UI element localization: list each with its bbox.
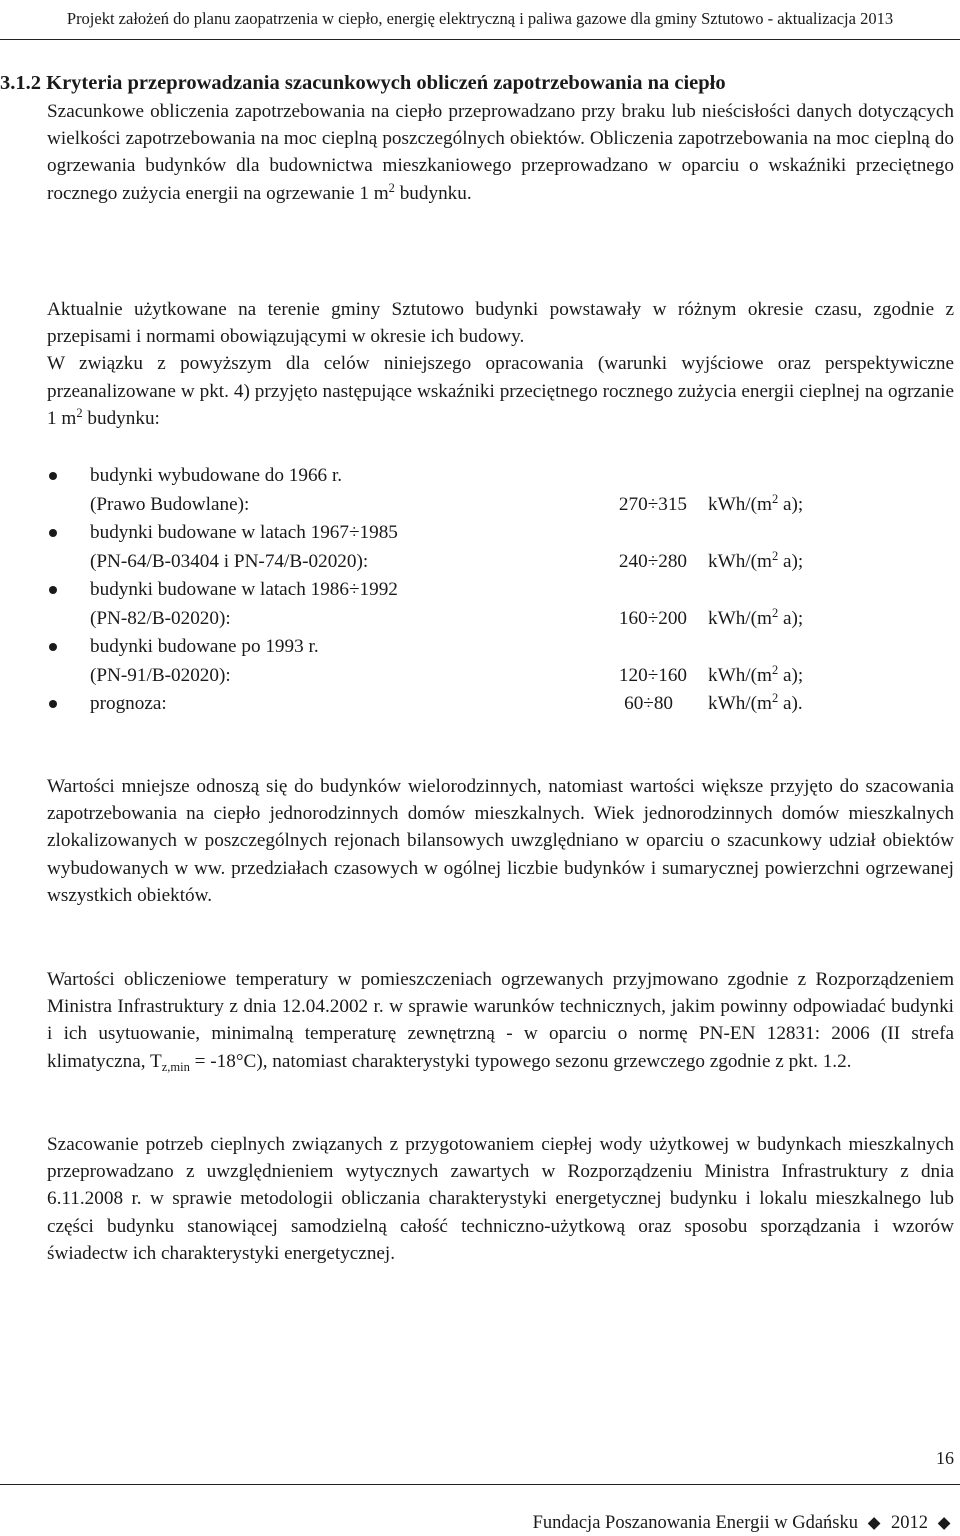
subscript-zmin: z,min — [161, 1059, 190, 1074]
bullet-icon — [49, 586, 57, 594]
indicator-norm: (PN-91/B-02020): — [90, 664, 231, 686]
paragraph-hot-water-text: Szacowanie potrzeb cieplnych związanych z przygotowaniem ciepłej wody użytkowej w budynkach mieszkalnych przeprowadzano z uwzględnieniem wytycznych zawartych w Rozporządzeniu Ministra Infrastruktury z dnia 6.11.2008 r. w sprawie metodologii obliczania charakterystyki energetycznej budynku i lokalu mieszkalnego lub części budynku stanowiącej samodzielną całość techniczno-użytkową oraz sposobu sporządzania i wzorów świadectw ich charakterystyki energetycznej. — [47, 1134, 954, 1264]
range-sign: ÷ — [647, 493, 659, 515]
range-sign: ÷ — [348, 579, 360, 600]
paragraph-values-explanation-text: Wartości mniejsze odnoszą się do budynków wielorodzinnych, natomiast wartości większe przyjęto do szacowania zapotrzebowania na ciepło jednorodzinnych domów mieszkalnych. Wiek jednorodzinnych domów mieszkalnych zlokalizowanych w poszczególnych rejonach bilansowych uwzględniano w oparciu o szacunkowy udział obiektów wybudowanych w ww. przedziałach czasowych w ogólnej liczbie budynków i sumarycznej powierzchni ogrzewanej wszystkich obiektów. — [47, 776, 954, 906]
indicator-unit — [708, 690, 803, 719]
unit-sup: 2 — [771, 691, 779, 705]
range-to: 315 — [658, 493, 687, 515]
paragraph-indicators-intro-end: budynku: — [82, 407, 160, 429]
unit-sup: 2 — [771, 662, 779, 677]
paragraph-temperatures-text: Wartości obliczeniowe temperatury w pomieszczeniach ogrzewanych przyjmowano zgodnie z Rozporządzeniem Ministra Infrastruktury z dnia 12.04.2002 r. w sprawie warunków technicznych, jakim powinny odpowiadać budynki i ich usytuowanie, minimalną temperaturę zewnętrzną - w oparciu o normę PN-EN 12831: 2006 (II strefa klimatyczna, T — [47, 969, 954, 1072]
range-from: 270 — [618, 493, 648, 515]
indicator-unit — [708, 548, 803, 577]
indicator-norm: (Prawo Budowlane): — [90, 493, 250, 515]
footer — [0, 1484, 960, 1533]
range-from: 240 — [618, 550, 648, 572]
superscript-m2: 2 — [388, 180, 395, 195]
paragraph-intro-text: Szacunkowe obliczenia zapotrzebowania na ciepło przeprowadzano przy braku lub nieścisłości danych dotyczących wielkości zapotrzebowania na moc cieplną poszczególnych obiektów. Obliczenia zapotrzebowania na moc cieplną do ogrzewania budynków dla budownictwa mieszkaniowego przeprowadzano w oparciu o wskaźniki przeciętnego rocznego zużycia energii na ogrzewanie 1 m — [47, 101, 954, 204]
range-to: 160 — [658, 664, 687, 686]
diamond-icon — [868, 1517, 881, 1530]
unit-pre: kWh/(m — [708, 693, 772, 714]
indicator-item-3 — [0, 633, 960, 690]
unit-sup: 2 — [771, 605, 779, 620]
paragraph-values-explanation — [47, 773, 954, 909]
page-number: 16 — [936, 1448, 954, 1468]
range-sign: ÷ — [647, 607, 659, 629]
bullet-icon — [49, 700, 57, 708]
indicator-label-to: 1985 — [359, 522, 398, 543]
indicator-label-text: budynki budowane w latach 1967 — [90, 522, 349, 543]
unit-post: a); — [778, 550, 804, 572]
running-header-title: Projekt założeń do planu zaopatrzenia w ciepło, energię elektryczną i paliwa gazowe dla gminy Sztutowo - aktualizacja 2013 — [66, 9, 894, 28]
indicator-range — [597, 491, 687, 520]
indicator-item-1 — [0, 519, 960, 576]
indicator-item-2 — [0, 576, 960, 633]
footer-organization: Fundacja Poszanowania Energii w Gdańsku — [532, 1513, 858, 1533]
unit-post: a); — [778, 493, 804, 515]
indicator-item-4 — [0, 690, 960, 719]
range-from: 160 — [618, 607, 648, 629]
unit-post: a). — [778, 693, 803, 714]
indicator-norm: (PN-82/B-02020): — [90, 607, 231, 629]
unit-sup: 2 — [771, 548, 779, 563]
range-sign: ÷ — [647, 550, 659, 572]
indicator-list — [0, 462, 960, 719]
footer-year: 2012 — [891, 1513, 928, 1533]
paragraph-temperatures — [47, 966, 954, 1075]
range-to: 280 — [658, 550, 687, 572]
unit-pre: kWh/(m — [708, 550, 772, 572]
unit-pre: kWh/(m — [708, 664, 772, 686]
indicator-label: budynki budowane po 1993 r. — [90, 636, 319, 657]
unit-pre: kWh/(m — [708, 493, 772, 515]
indicator-label — [90, 519, 398, 548]
paragraph-buildings-age — [47, 296, 954, 432]
indicator-label-text: budynki budowane w latach 1986 — [90, 579, 349, 600]
unit-pre: kWh/(m — [708, 607, 772, 629]
footer-content — [533, 1513, 953, 1534]
running-header — [0, 0, 960, 40]
bullet-icon — [49, 472, 57, 480]
section-title: 3.1.2 Kryteria przeprowadzania szacunkowych obliczeń zapotrzebowania na ciepło — [0, 72, 726, 94]
indicator-norm: (PN-64/B-03404 i PN-74/B-02020): — [90, 550, 369, 572]
paragraph-buildings-age-text: Aktualnie użytkowane na terenie gminy Sztutowo budynki powstawały w różnym okresie czasu, zgodnie z przepisami i normami obowiązującymi w okresie ich budowy. — [47, 299, 954, 348]
range-to: 200 — [658, 607, 687, 629]
paragraph-temperatures-end: = -18°C), natomiast charakterystyki typowego sezonu grzewczego zgodnie z pkt. 1.2. — [189, 1050, 852, 1072]
bullet-icon — [49, 643, 57, 651]
indicator-range — [597, 662, 687, 691]
indicator-label-to: 1992 — [359, 579, 398, 600]
indicator-item-0 — [0, 462, 960, 519]
indicator-range — [597, 548, 687, 577]
superscript-m2: 2 — [76, 405, 83, 420]
indicator-range — [597, 690, 673, 719]
indicator-unit — [708, 662, 803, 691]
diamond-icon — [938, 1517, 951, 1530]
indicator-label: prognoza: — [90, 693, 167, 714]
paragraph-hot-water — [47, 1131, 954, 1267]
indicator-unit — [708, 605, 803, 634]
unit-sup: 2 — [771, 491, 779, 506]
indicator-label — [90, 576, 398, 605]
range-sign: ÷ — [643, 693, 654, 714]
unit-post: a); — [778, 664, 804, 686]
paragraph-indicators-intro-text: W związku z powyższym dla celów niniejszego opracowania (warunki wyjściowe oraz perspektywiczne przeanalizowane w pkt. 4) przyjęto następujące wskaźniki przeciętnego rocznego zużycia energii cieplnej na ogrzanie 1 m — [47, 353, 954, 429]
indicator-unit — [708, 491, 803, 520]
paragraph-intro — [47, 98, 954, 207]
range-from: 120 — [618, 664, 648, 686]
range-to: 80 — [653, 693, 673, 714]
range-from: 60 — [624, 693, 644, 714]
range-sign: ÷ — [647, 664, 659, 686]
indicator-label: budynki wybudowane do 1966 r. — [90, 465, 343, 486]
unit-post: a); — [778, 607, 804, 629]
bullet-icon — [49, 529, 57, 537]
paragraph-intro-end: budynku. — [394, 182, 472, 204]
indicator-range — [597, 605, 687, 634]
range-sign: ÷ — [348, 522, 360, 543]
